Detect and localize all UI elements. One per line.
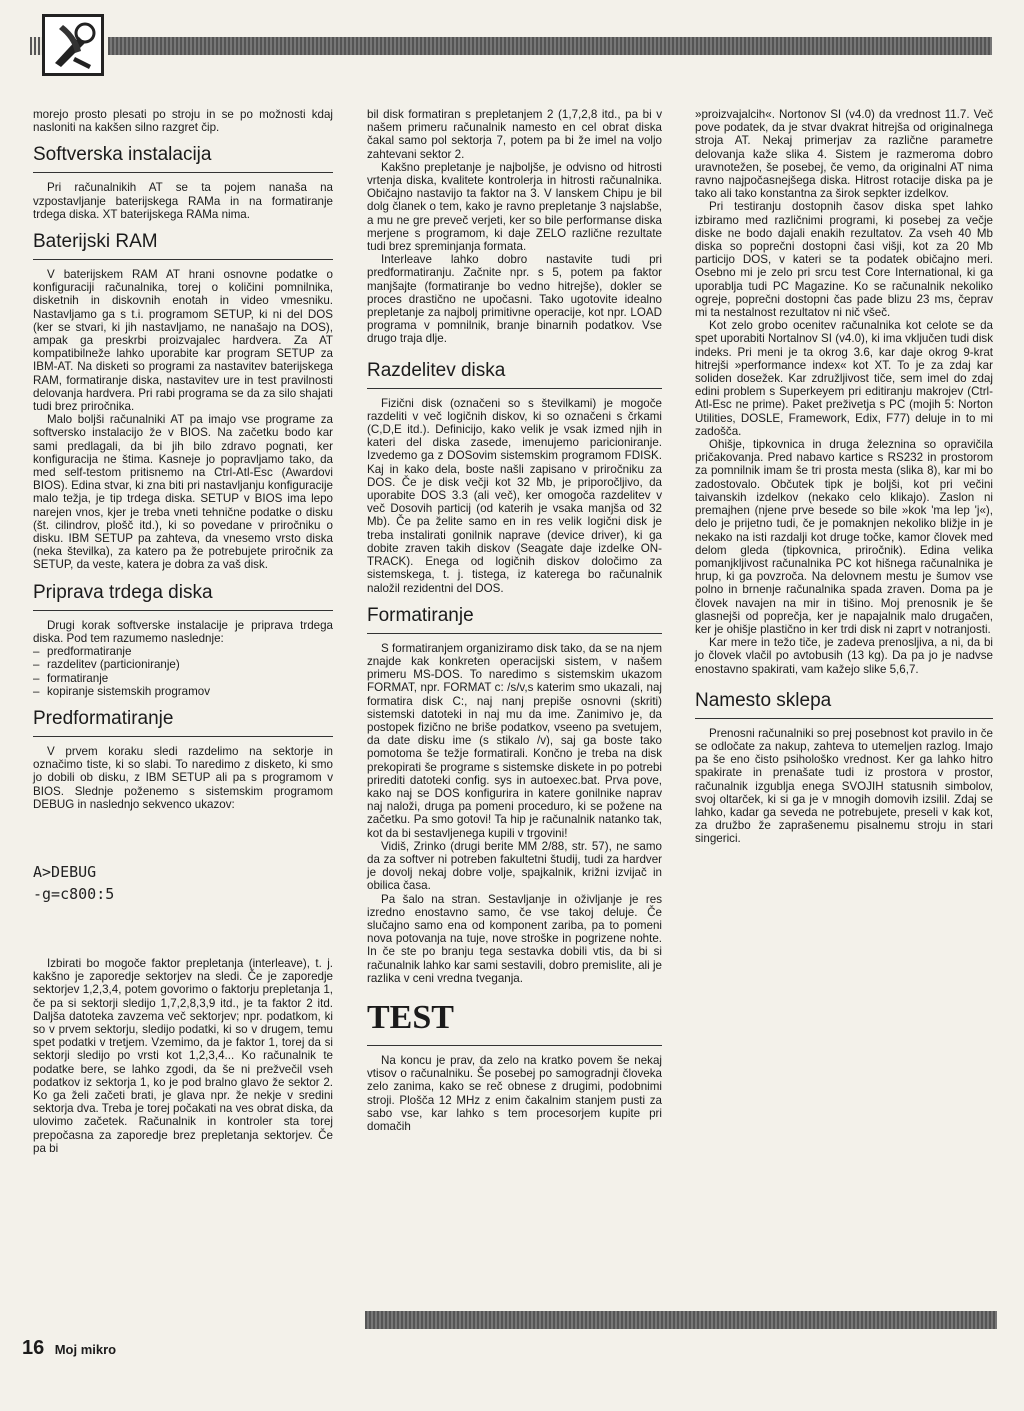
paragraph: Fizični disk (označeni so s številkami) je mogoče razdeliti v več logičnih diskov, ki so označeni s črkami (C,D,E itd.). Definicijo, kako velik je vsak izmed njih in kateri del diska zasede, imenujemo paricioniranje. Izvedemo ga z DOSovim sistemskim programom FDISK. Kaj in kako dela, boste našli zapisano v priročniku za DOS. Če je disk večji kot 32 Mb, je priporočljivo, da uporabite DOS 3.3 (ali več), ker omogoča razdelitev v več Dosovih particij (od katerih je vsaka manjša od 32 Mb). Če pa želite samo en in res velik logični disk je treba instalirati gonilnik naprave (device driver), ki ga dobite zraven takih diskov (Seagate daje izdelke ON-TRACK). Enega od logičnih diskov določimo za sistemskega, t. j. tistega, iz katerega bo računalnik naložil rezidentni del DOS. [367, 396, 662, 595]
column-1 [33, 108, 333, 1155]
magazine-name: Moj mikro [54, 1342, 117, 1357]
paragraph: Malo boljši računalniki AT pa imajo vse programe za softversko instalacijo že v BIOS. Na začetku bodo kar sami predlagali, da bi jih bilo zdravo pognati, ker konfiguracija ne štima. Kasneje jo popravljamo tako, da med self-testom pritisnemo na Ctrl-Atl-Esc (Awardovi BIOS). Edina stvar, ki zna biti pri nastavljanju konfiguracije malo težja, je tip trdega diska. SETUP v BIOS ima lepo narejen vnos, kjer je treba vneti tehnične podatke o disku (št. cilindrov, plošč itd.), ki so povedane v priročniku o disku. IBM SETUP pa zahteva, da vnesemo vrsto diska (neka številka), za katero pa že potrebujete priročnik za SETUP, da veste, katera je dobra za vaš disk. [33, 413, 333, 572]
paragraph: Ohišje, tipkovnica in druga železnina so opravičila pričakovanja. Pred nabavo kartice s RS232 in prostorom za pomnilnik imam še tri prosta mesta (slika 8), kar mi bo zadostovalo. Občutek tipk je boljši, kot pri večini taivanskih izdelkov (nekako celo klikajo). Zaslon ni premajhen (njene prve besede so bile »kok 'ma lep 'j«), delo je prijetno tudi, če je pomaknjen nekoliko bližje in je nekako na isti razdalji kot druge točke, kamor človek med delom gleda (tipkovnica, priročnik). Edina velika pomanjkljivost računalnika PC kot hišnega računalnika je hrup, ki ga povzroča. Na delovnem mestu je šumov vse polno in brnenje računalnika spada zraven. Doma pa je človek navajen na mir in tišino. Moj prenosnik je še glasnejši od poprečja, ker je napajalnik malo drugačen, ker je ohišje plastično in ker trdi disk ni zaprt v notranjosti. [695, 438, 993, 636]
code-line: -g=c800:5 [33, 884, 115, 903]
paragraph: Kakšno prepletanje je najboljše, je odvisno od hitrosti vrtenja diska, kvalitete kontrolerja in hitrosti računalnika. Običajno nastavijo ta faktor na 3. V lanskem Chipu je bil dolg članek o tem, kako je ravno prepletanje 3 najslabše, a mu ne gre preveč verjeti, ker so bile performanse diska merjene s programom, ki daje ZELO različne rezultate tudi brez spreminjanja formata. [367, 160, 662, 254]
paragraph: bil disk formatiran s prepletanjem 2 (1,7,2,8 itd., pa bi v našem primeru računalnik namesto en cel obrat diska čakal samo pol sektorja 7, potem pa bi že imel na voljo zahtevani sektor 2. [367, 108, 662, 161]
paragraph: »proizvajalcih«. Nortonov SI (v4.0) da vrednost 11.7. Več pove podatek, da je stvar dvakrat hitrejša od originalnega stroja AT. Nekaj primerjav za različne parametre delovanja kaže slika 4. Sistem je razmeroma dobro uravnotežen, še posebej, če vemo, da originalni AT nima ravno najpočasnejšega diska. Hitrost rotacije diska pa je tako ali tako konstantna za širok sepkter izdelkov. [695, 108, 993, 201]
page-footer [22, 1337, 116, 1360]
paragraph: Pri računalnikih AT se ta pojem nanaša na vzpostavljanje baterijskega RAMa in na formatiranje trdega diska. XT baterijskega RAMa nima. [33, 181, 333, 221]
paragraph: Interleave lahko dobro nastavite tudi pri predformatiranju. Začnite npr. s 5, potem pa faktor manjšajte (formatiranje bo vedno hitrejše), dokler se proces drastično ne upočasni. Tako ugotovite idealno prepletanje za najbolj primitivne operacije, kot npr. LOAD programa v pomnilnik, branje binarnih podatkov. Vse drugo traja dlje. [367, 253, 662, 346]
heading-priprava-trdega-diska: Priprava trdega diska [33, 582, 333, 611]
heading-namesto-sklepa: Namesto sklepa [695, 690, 993, 719]
paragraph: Vidiš, Zrinko (drugi berite MM 2/88, str. 57), ne samo da za softver ni potreben fakultetni študij, tudi za hardver je dovolj nekaj dobre volje, spajkalnik, križni izvijač in obilica časa. [367, 839, 662, 893]
heading-predformatiranje: Predformatiranje [33, 708, 333, 737]
column-3 [695, 108, 993, 846]
paragraph: V prvem koraku sledi razdelimo na sektorje in označimo tiste, ki so slabi. To naredimo z disketo, ki smo jo dobili ob disku, z IBM SETUP ali pa s programom v BIOS. Slednje poženemo s sistemskim programom DEBUG in naslednjo sekvenco ukazov: [33, 744, 333, 811]
list-item: – predformatiranje [33, 645, 333, 658]
footer-bar [365, 1311, 997, 1329]
preparation-list [33, 645, 333, 698]
paragraph: Pri testiranju dostopnih časov diska spet lahko izbiramo med različnimi programi, ki posebej za večje diske ne bodo dajali enakih rezultatov. Za vseh 40 Mb diska so poprečni dostopni časi višji, kot za 20 Mb particijo DOS, v kateri se ta podatek običajno meri. Osebno mi je zelo pri srcu test Core International, ki ga uporablja tudi PC Magazine. Ko se računalnik nekoliko ogreje, poprečni dostopni čas pade blizu 23 ms, čeprav mi ta nestalnost rezultatov ni nič všeč. [695, 200, 993, 320]
code-line: A>DEBUG [33, 862, 97, 881]
paragraph: Prenosni računalniki so prej posebnost kot pravilo in če se odločate za nakup, zahteva to utemeljen razlog. Imajo pa še eno čisto psihološko vrednost. Ker ga lahko hitro spakirate in prenašate tudi iz prostora v prostor, računalnik izgublja enega SVOJIH statusnih simbolov, svoj oltarček, ki si ga je v mnogih domovih izsilil. Zdaj se lahko, kadar ga seveda ne potrebujete, preseli v kak kot, za družbo že zaprašenemu pisalnemu stroju in stari singerici. [695, 726, 993, 846]
paragraph: S formatiranjem organiziramo disk tako, da se na njem znajde kak konkreten operacijski sistem, v našem primeru MS-DOS. To naredimo s sistemskim ukazom FORMAT, npr. FORMAT c: /s/v,s katerim smo ukazali, naj formatira disk C:, naj nanj prepiše osnovni (skriti) sistemski datoteki in naj mu da ime. Zanimivo je, da postopek fizično ne briše podatkov, vseeno pa svetujem, da date disku ime (s stikalo /v), saj ga boste tako pomotoma še težje formatirali. Končno je treba na disk prekopirati še programe s sistemske diskete in po potrebi prirediti datoteki config. sys in autoexec.bat. Prva pove, kako naj se DOS konfigurira in katere gonilnike naprav naj naloži, druga pa pomeni proceduro, ki se požene na začetku. Pa smo gotovi! Ta hip je računalnik natanko tak, kot da bi sestavljenega kupili v trgovini! [367, 641, 662, 840]
heading-test: TEST [367, 999, 662, 1046]
tools-icon [45, 17, 101, 73]
list-item: – razdelitev (particioniranje) [33, 658, 333, 671]
heading-razdelitev-diska: Razdelitev diska [367, 360, 662, 389]
column-2 [367, 108, 662, 1133]
paragraph: Pa šalo na stran. Sestavljanje in oživljanje je res izredno enostavno samo, če vse takoj deluje. Če slučajno samo ena od komponent zariba, pa to pomeni nova potovanja na tuje, nove stroške in pogrizene nohte. In če ste po branju tega sestavka dobili vtis, da bi si računalnik lahko kar sami sestavili, dobro premislite, ali je razlika v ceni vredna tveganja. [367, 892, 662, 985]
header-bar [108, 37, 992, 55]
intro-paragraph: morejo prosto plesati po stroju in se po možnosti kdaj nasloniti na kakšen silno razgret čip. [33, 108, 333, 135]
list-item: – kopiranje sistemskih programov [33, 685, 333, 698]
section-logo-icon [42, 14, 104, 76]
heading-baterijski-ram: Baterijski RAM [33, 231, 333, 260]
heading-formatiranje: Formatiranje [367, 605, 662, 634]
heading-softverska-instalacija: Softverska instalacija [33, 144, 333, 173]
paragraph: Izbirati bo mogoče faktor prepletanja (interleave), t. j. kakšno je zaporedje sektorjev na sledi. Če je zaporedje sektorjev 1,2,3,4, potem govorimo o faktorju prepletanja 1, če pa si sektorji sledijo 1,7,2,8,3,9 itd., je ta faktor 2 itd. Daljša datoteka zavzema več sektorjev; npr. podatkom, ki so v prvem sektorju, sledijo podatki, ki so v drugem, temu spet podatki v tretjem. Vzemimo, da je faktor 1, torej da si sektorji sledijo po vrsti kot 1,2,3,4... Ko računalnik te podatke bere, se lahko zgodi, da še ni prežvečil vseh podatkov iz sektorja 1, ko je pod bralno glavo že sektor 2. Ko ga želi začeti brati, je glava npr. že nekje v sredini sektorja dva. Treba je torej počakati na ves obrat diska, da ulovimo začetek. Računalnik in kontroler sta torej prepočasna za zaporedje brez prepletanja sektorjev. Če pa bi [33, 956, 333, 1155]
paragraph: V baterijskem RAM AT hrani osnovne podatke o konfiguraciji računalnika, torej o količini pomnilnika, disketnih in diskovnih enotah in video vmesniku. Nastavljamo ga s t.i. programom SETUP, ki ni del DOS (ker se stvari, ki jih nastavljamo, ne nanašajo na DOS), ampak ga preskrbi proizvajalec hardvera. Za AT kompatibilneže lahko uporabite kar program SETUP za IBM-AT. Na disketi so programi za nastavitev baterijskega RAM, formatiranje diska, nastavitev ure in test pravilnosti delovanja hardvera. Pri rabi programa se da za silo shajati tudi brez priročnika. [33, 268, 333, 414]
paragraph: Drugi korak softverske instalacije je priprava trdega diska. Pod tem razumemo naslednje: [33, 618, 333, 645]
page-number: 16 [22, 1337, 45, 1359]
list-item: – formatiranje [33, 672, 333, 685]
paragraph: Kot zelo grobo ocenitev računalnika kot celote se da spet uporabiti Nortalnov SI (v4.0), ki ima vključen tudi disk indeks. Pri meni je ta okrog 3.6, kar daje okrog 9-krat hitrejši »performance index« kot XT. To je za zdaj kar soliden dosežek. Kar združljivost tiče, sem imel do zdaj edini problem s Superkeyem pri editiranju makrojev (Ctrl-Atl-Esc ne prime). Paket preživetja s PC (mojih 5: Norton Utilities, DOSLE, Framework, Edix, F77) deluje in to mi zadošča. [695, 319, 993, 438]
header-stripes [30, 37, 42, 55]
paragraph: Na koncu je prav, da zelo na kratko povem še nekaj vtisov o računalniku. Še posebej po samogradnji človeka zelo zanima, kako se reč obnese z drugimi, podobnimi stroji. Plošča 12 MHz z enim čakalnim stanjem pusti za sabo vse, kar lahko s tem procesorjem kupite pri domačih [367, 1053, 662, 1133]
paragraph: Kar mere in težo tiče, je zadeva prenosljiva, a ni, da bi jo človek vlačil po avtobusih (13 kg). Da pa jo je nadvse enostavno spakirati, vam kažejo slike 5,6,7. [695, 636, 993, 676]
